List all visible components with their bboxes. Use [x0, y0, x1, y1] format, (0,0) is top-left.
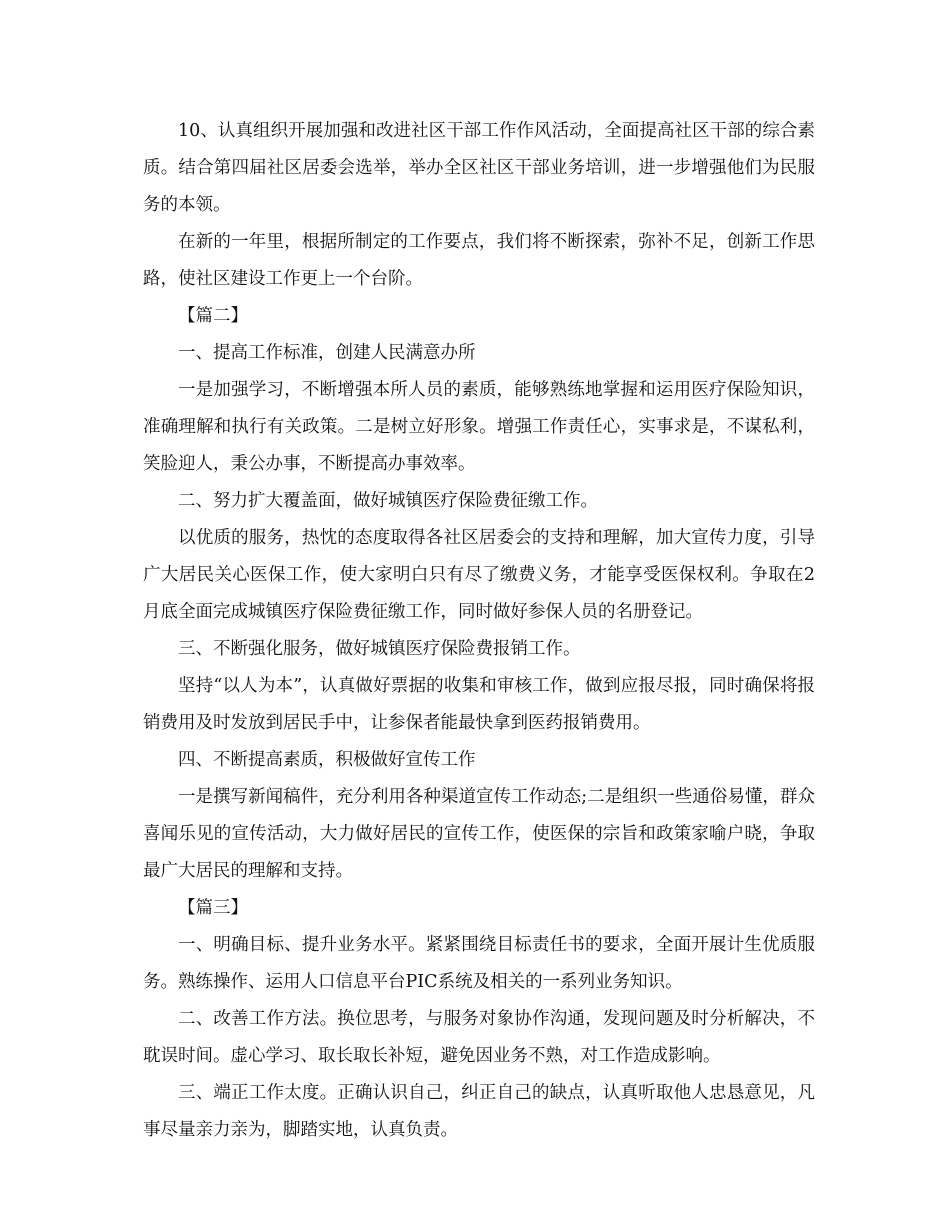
- paragraph-method: 二、改善工作方法。换位思考，与服务对象协作沟通，发现问题及时分析解决，不耽误时间。虚心学习、取长取长补短，避免因业务不熟，对工作造成影响。: [143, 1009, 815, 1066]
- paragraph-point-four: 一是撰写新闻稿件，充分利用各种渠道宣传工作动态;二是组织一些通俗易懂，群众喜闻乐见的宣传活动，大力做好居民的宣传工作，使医保的宗旨和政策家喻户晓，争取最广大居民的理解和支持。: [143, 787, 815, 881]
- heading-point-four: 四、不断提高素质，积极做好宣传工作: [178, 750, 476, 770]
- paragraph-point-two: 以优质的服务，热忱的态度取得各社区居委会的支持和理解，加大宣传力度，引导广大居民关心医保工作，使大家明白只有尽了缴费义务，才能享受医保权利。争取在2月底全面完成城镇医疗保险费征缴工作，同时做好参保人员的名册登记。: [143, 528, 815, 622]
- section-heading-part-three: 【篇三】: [178, 898, 248, 918]
- heading-point-two: 二、努力扩大覆盖面，做好城镇医疗保险费征缴工作。: [178, 491, 598, 511]
- paragraph-attitude: 三、端正工作太度。正确认识自己，纠正自己的缺点，认真听取他人忠恳意见，凡事尽量亲力亲为，脚踏实地，认真负责。: [143, 1083, 815, 1140]
- section-heading-part-two: 【篇二】: [178, 306, 248, 326]
- paragraph-conclusion: 在新的一年里，根据所制定的工作要点，我们将不断探索，弥补不足，创新工作思路，使社区建设工作更上一个台阶。: [143, 232, 815, 289]
- paragraph-point-one: 一是加强学习，不断增强本所人员的素质，能够熟练地掌握和运用医疗保险知识，准确理解和执行有关政策。二是树立好形象。增强工作责任心，实事求是，不谋私利，笑脸迎人，秉公办事，不断提高办事效率。: [143, 380, 815, 474]
- heading-point-one: 一、提高工作标准，创建人民满意办所: [178, 343, 476, 363]
- heading-point-three: 三、不断强化服务，做好城镇医疗保险费报销工作。: [178, 639, 581, 659]
- paragraph-point-three: 坚持“以人为本”，认真做好票据的收集和审核工作，做到应报尽报，同时确保将报销费用及时发放到居民手中，让参保者能最快拿到医药报销费用。: [143, 676, 815, 733]
- paragraph-item-10: 10、认真组织开展加强和改进社区干部工作作风活动，全面提高社区干部的综合素质。结合第四届社区居委会选举，举办全区社区干部业务培训，进一步增强他们为民服务的本领。: [143, 121, 815, 215]
- document-body: [143, 113, 815, 1149]
- paragraph-goal: 一、明确目标、提升业务水平。紧紧围绕目标责任书的要求，全面开展计生优质服务。熟练操作、运用人口信息平台PIC系统及相关的一系列业务知识。: [143, 935, 815, 992]
